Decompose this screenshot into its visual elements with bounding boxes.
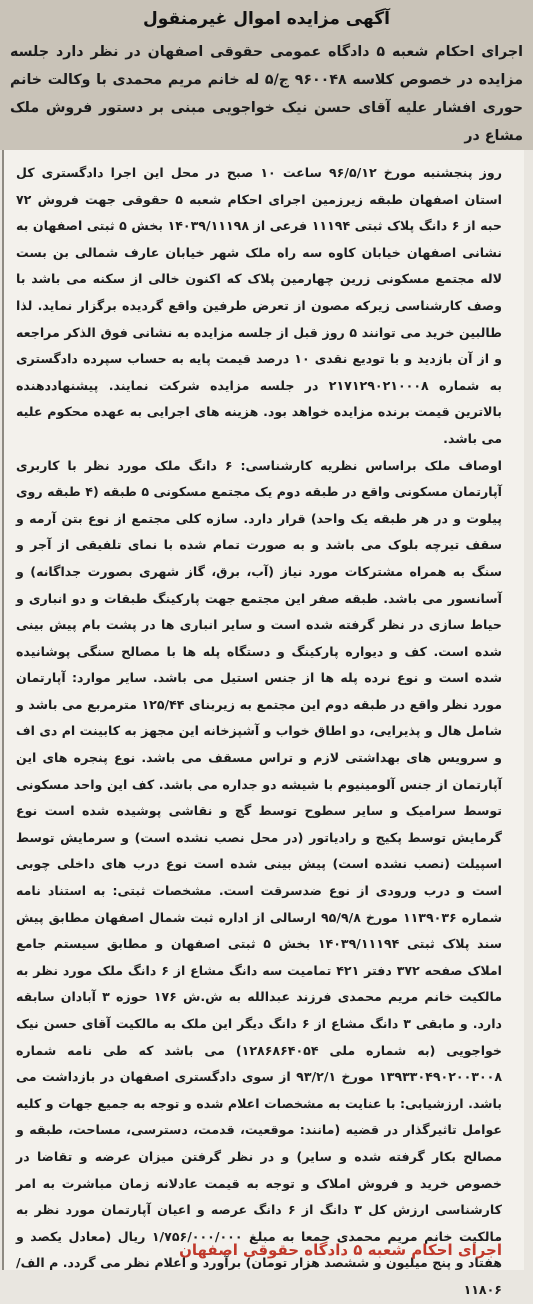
header-block [10,6,523,150]
notice-intro: اجرای احکام شعبه ۵ دادگاه عمومی حقوقی اصفهان در نظر دارد جلسه مزایده در خصوص کلاسه ۹۶۰۰۴۸ ج/۵ له خانم مریم محمدی با وکالت خانم حوری افشار علیه آقای حسن نیک خواجویی مبنی بر دستور فروش ملک مشاع در [10,44,523,144]
notice-paragraph-description: اوصاف ملک براساس نظریه کارشناسی: ۶ دانگ ملک مورد نظر با کاربری آپارتمان مسکونی واقع در طبقه دوم یک مجتمع مسکونی ۵ طبقه (۴ طبقه روی پیلوت و در هر طبقه یک واحد) قرار دارد. سازه کلی مجتمع از نوع بتن آرمه و سقف تیرچه بلوک می باشد و به صورت تمام شده با نمای تلفیقی از آجر و سنگ به همراه مشترکات مورد نیاز (آب، برق، گاز شهری بصورت جداگانه) و آسانسور می باشد. طبقه صفر این مجتمع جهت پارکینگ طبقات و دو انباری و حیاط سازی در نظر گرفته شده است و سایر انباری ها در پشت بام پیش بینی شده است. کف و دیواره پارکینگ و دستگاه پله ها با مصالح سنگی پوشانیده شده است و نوع نرده پله ها از جنس استیل می باشد. سایر موارد: آپارتمان مورد نظر واقع در طبقه دوم این مجتمع به زیربنای ۱۲۵/۴۴ مترمربع می باشد و شامل هال و پذیرایی، دو اطاق خواب و آشپزخانه این مجهز به کابینت ام دی اف و سرویس های بهداشتی لازم و تراس مسقف می باشد. نوع پنجره های این آپارتمان از جنس آلومینیوم با شیشه دو جداره می باشد. کف این واحد مسکونی توسط سرامیک و سایر سطوح توسط گچ و نقاشی پوشیده شده است نوع گرمایش توسط پکیج و رادیاتور (در محل نصب نشده است) و سرمایش توسط اسپیلت (نصب نشده است) پیش بینی شده است نوع درب های داخلی چوبی است و درب ورودی از نوع ضدسرقت است. مشخصات ثبتی: به استناد نامه شماره ۱۱۳۹۰۳۶ مورخ ۹۵/۹/۸ ارسالی از اداره ثبت شمال اصفهان مطابق پیش سند پلاک ثبتی ۱۴۰۳۹/۱۱۱۹۴ بخش ۵ ثبتی اصفهان و مطابق سیستم جامع املاک صفحه ۳۷۲ دفتر ۴۲۱ تمامیت سه دانگ مشاع از ۶ دانگ ملک مورد نظر به مالکیت خانم مریم محمدی فرزند عبدالله به ش.ش ۱۷۶ حوزه ۳ آبادان سابقه دارد. و مابقی ۳ دانگ مشاع از ۶ دانگ دیگر این ملک به مالکیت آقای حسن نیک خواجویی (به شماره ملی ۱۲۸۶۸۶۴۰۵۴) می باشد که طی نامه شماره ۱۳۹۳۳۰۴۹۰۲۰۰۳۰۰۸ مورخ ۹۳/۲/۱ از سوی دادگستری اصفهان در بازداشت می باشد. ارزشیابی: با عنایت به مشخصات اعلام شده و توجه به جمیع جهات و کلیه عوامل تاثیرگذار در قضیه (مانند: موقعیت، قدمت، دسترسی، مساحت، طبقه و مصالح بکار گرفته شده و سایر) و در نظر گرفتن میزان عرضه و تقاضا در خصوص خرید و فروش املاک و توجه به قیمت عادلانه زمان مباشرت به امر کارشناسی ارزش کل ۳ دانگ از ۶ دانگ عرصه و اعیان آپارتمان مورد نظر به مالکیت خانم مریم محمدی جمعا به مبلغ ۱/۷۵۶/۰۰۰/۰۰۰ ریال (معادل یکصد و هفتاد و پنج میلیون و ششصد هزار تومان) برآورد و اعلام نظر می گردد. م الف/ ۱۱۸۰۶ [15,457,503,1297]
notice-paragraph-schedule: روز پنجشنبه مورخ ۹۶/۵/۱۲ ساعت ۱۰ صبح در محل این اجرا دادگستری کل استان اصفهان طبقه زیرزمین اجرای احکام شعبه ۵ حقوقی جهت فروش ۷۲ حبه از ۶ دانگ پلاک ثبتی ۱۱۱۹۴ فرعی از ۱۴۰۳۹/۱۱۱۹۸ بخش ۵ ثبتی اصفهان به نشانی اصفهان خیابان کاوه سه راه ملک شهر خیابان عارف شمالی بن بست لاله مجتمع مسکونی زرین چهارمین پلاک که اکنون خالی از سکنه می باشد با وصف کارشناسی زیرکه مصون از تعرض طرفین واقع گردیده برگزار نماید. لذا طالبین خرید می توانند ۵ روز قبل از جلسه مزایده به نشانی فوق الذکر مراجعه و از آن بازدید و با تودیع نقدی ۱۰ درصد قیمت پایه به حساب سپرده دادگستری به شماره ۲۱۷۱۲۹۰۲۱۰۰۰۸ در جلسه مزایده شرکت نمایند. پیشنهاددهنده بالاترین قیمت برنده مزایده خواهد بود. هزینه های اجرایی به عهده محکوم علیه می باشد. [16,165,502,446]
notice-title: آگهی مزایده اموال غیرمنقول [143,9,390,29]
notice-footer-signature: اجرای احکام شعبه ۵ دادگاه حقوقی اصفهان [179,1241,502,1259]
notice-body [16,160,502,1304]
notice-body-sheet [4,150,524,1297]
clipping-header-strip [0,0,533,150]
